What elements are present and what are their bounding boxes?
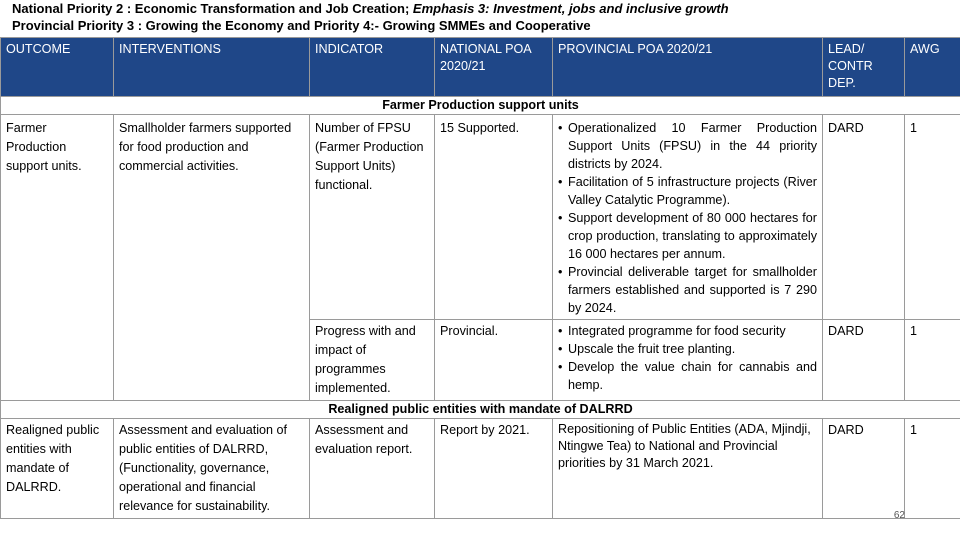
col-indicator: INDICATOR <box>310 38 435 97</box>
list-item: • Develop the value chain for cannabis and hemp. <box>558 358 817 394</box>
list-item: • Facilitation of 5 infrastructure projects (River Valley Catalytic Programme). <box>558 173 817 209</box>
section-title: Farmer Production support units <box>1 97 960 115</box>
priority-table <box>0 37 960 519</box>
list-item: • Support development of 80 000 hectares for crop production, translating to approximately 16 000 hectares per annum. <box>558 209 817 263</box>
section-row <box>1 401 960 419</box>
list-item: • Upscale the fruit tree planting. <box>558 340 817 358</box>
table-header-row <box>1 38 960 97</box>
emphasis-text: Emphasis 3: Investment, jobs and inclusive growth <box>412 1 729 16</box>
provincial-cell <box>553 115 823 320</box>
indicator-cell: Progress with and impact of programmes implemented. <box>310 320 435 401</box>
awg-cell: 1 <box>905 419 960 519</box>
awg-cell: 1 <box>905 320 960 401</box>
provincial-cell <box>553 320 823 401</box>
outcome-cell: Realigned public entities with mandate of DALRRD. <box>1 419 114 519</box>
lead-cell: DARD <box>823 115 905 320</box>
interventions-cell: Smallholder farmers supported for food production and commercial activities. <box>114 115 310 401</box>
national-cell: Provincial. <box>435 320 553 401</box>
outcome-cell: Farmer Production support units. <box>1 115 114 401</box>
indicator-cell: Number of FPSU (Farmer Production Support Units) functional. <box>310 115 435 320</box>
list-item: • Provincial deliverable target for smallholder farmers established and supported is 7 290 by 2024. <box>558 263 817 317</box>
interventions-cell: Assessment and evaluation of public entities of DALRRD, (Functionality, governance, operational and financial relevance for sustainability. <box>114 419 310 519</box>
col-national-poa: NATIONAL POA 2020/21 <box>435 38 553 97</box>
section-row <box>1 97 960 115</box>
section-title: Realigned public entities with mandate of DALRRD <box>1 401 960 419</box>
provincial-list <box>558 322 817 394</box>
col-provincial-poa: PROVINCIAL POA 2020/21 <box>553 38 823 97</box>
awg-cell: 1 <box>905 115 960 320</box>
table-row <box>1 115 960 320</box>
indicator-cell: Assessment and evaluation report. <box>310 419 435 519</box>
col-interventions: INTERVENTIONS <box>114 38 310 97</box>
list-item: • Operationalized 10 Farmer Production Support Units (FPSU) in the 44 priority districts by 2024. <box>558 119 817 173</box>
provincial-list <box>558 119 817 317</box>
national-cell: Report by 2021. <box>435 419 553 519</box>
table-row <box>1 419 960 519</box>
heading-part: National Priority 2 : Economic Transformation and Job Creation; <box>12 1 413 16</box>
national-cell: 15 Supported. <box>435 115 553 320</box>
provincial-priority-heading: Provincial Priority 3 : Growing the Economy and Priority 4:- Growing SMMEs and Cooperative <box>12 18 591 33</box>
provincial-cell: Repositioning of Public Entities (ADA, Mjindji, Ntingwe Tea) to National and Provincial priorities by 31 March 2021. <box>553 419 823 519</box>
list-item: • Integrated programme for food security <box>558 322 817 340</box>
col-awg: AWG <box>905 38 960 97</box>
page-number: 62 <box>893 510 905 521</box>
col-outcome: OUTCOME <box>1 38 114 97</box>
lead-cell: DARD <box>823 320 905 401</box>
col-lead: LEAD/ CONTR DEP. <box>823 38 905 97</box>
lead-cell: DARD <box>823 419 905 519</box>
national-priority-heading <box>12 1 729 16</box>
